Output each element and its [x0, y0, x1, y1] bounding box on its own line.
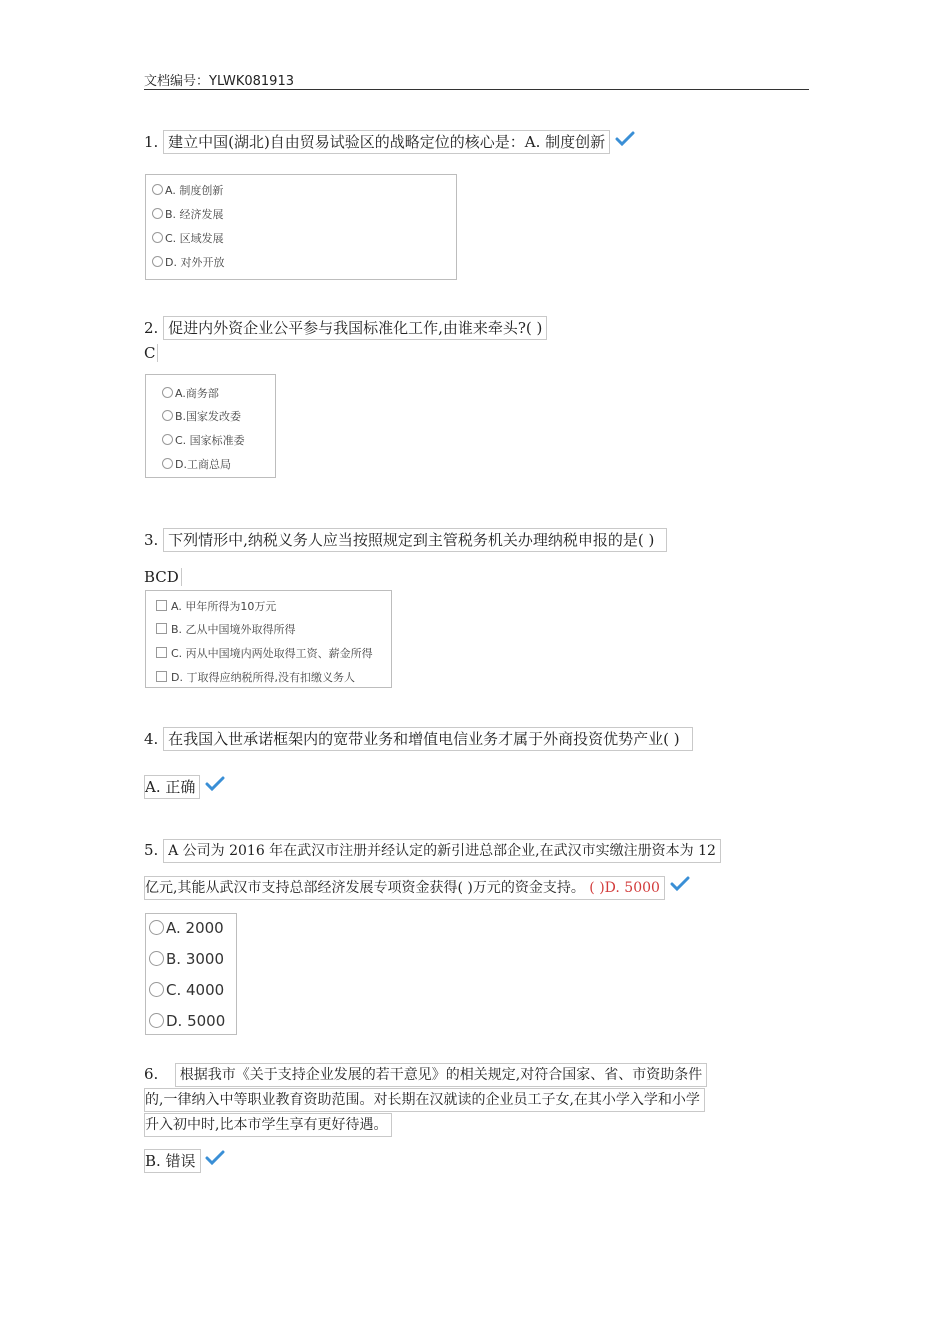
option-c[interactable]	[156, 645, 373, 661]
answer-text: BCD	[144, 568, 182, 586]
option-a[interactable]	[162, 385, 219, 401]
option-c[interactable]	[162, 432, 245, 448]
checkmark-icon	[205, 1150, 225, 1166]
radio-icon[interactable]	[149, 951, 164, 966]
checkbox-icon[interactable]	[156, 600, 167, 611]
radio-icon[interactable]	[152, 184, 163, 195]
answer	[144, 1149, 225, 1173]
options-panel	[145, 913, 237, 1035]
option-d[interactable]	[162, 456, 231, 472]
question-number: 1.	[144, 133, 159, 151]
question-6-line-2	[144, 1088, 705, 1112]
question-number: 3.	[144, 531, 159, 549]
radio-icon[interactable]	[162, 387, 173, 398]
document-header	[144, 70, 809, 90]
option-d[interactable]	[156, 669, 355, 685]
radio-icon[interactable]	[149, 982, 164, 997]
radio-icon[interactable]	[149, 1013, 164, 1028]
answer	[144, 775, 225, 799]
question-3	[144, 528, 667, 552]
question-text: 下列情形中,纳税义务人应当按照规定到主管税务机关办理纳税申报的是( )	[163, 528, 667, 552]
question-text-line-2: 的,一律纳入中等职业教育资助范围。对长期在汉就读的企业员工子女,在其小学入学和小学	[144, 1088, 705, 1112]
question-text-line-3: 升入初中时,比本市学生享有更好待遇。	[144, 1113, 392, 1137]
option-label: C. 国家标准委	[175, 434, 245, 447]
option-a[interactable]	[156, 598, 276, 614]
option-label: B. 3000	[166, 950, 225, 968]
answer	[144, 342, 158, 364]
option-label: D. 对外开放	[165, 256, 225, 269]
question-text: 促进内外资企业公平参与我国标准化工作,由谁来牵头?( )	[163, 316, 547, 340]
option-label: A. 2000	[166, 919, 224, 937]
option-label: D.工商总局	[175, 458, 231, 471]
answer	[144, 566, 182, 588]
option-label: A. 制度创新	[165, 184, 224, 197]
question-number: 4.	[144, 730, 159, 748]
question-number: 5.	[144, 841, 159, 859]
question-2	[144, 316, 547, 340]
options-panel	[145, 374, 276, 478]
option-a[interactable]	[149, 919, 224, 937]
option-label: A. 甲年所得为10万元	[171, 600, 277, 613]
option-label: D. 丁取得应纳税所得,没有扣缴义务人	[171, 671, 355, 684]
option-label: C. 4000	[166, 981, 225, 999]
question-text-line-2: 亿元,其能从武汉市支持总部经济发展专项资金获得( )万元的资金支持。	[145, 880, 585, 896]
checkbox-icon[interactable]	[156, 623, 167, 634]
radio-icon[interactable]	[152, 232, 163, 243]
radio-icon[interactable]	[162, 434, 173, 445]
option-b[interactable]	[149, 950, 224, 968]
question-text-line-1: A 公司为 2016 年在武汉市注册并经认定的新引进总部企业,在武汉市实缴注册资本为 12	[163, 839, 721, 863]
options-panel	[145, 174, 457, 280]
answer-text: ( )D. 5000	[589, 880, 660, 896]
options-panel	[145, 590, 392, 688]
option-b[interactable]	[152, 206, 224, 222]
radio-icon[interactable]	[152, 208, 163, 219]
option-label: B. 经济发展	[165, 208, 224, 221]
checkbox-icon[interactable]	[156, 647, 167, 658]
doc-number: 文档编号：YLWK081913	[144, 74, 294, 89]
option-c[interactable]	[149, 981, 224, 999]
question-6	[144, 1063, 707, 1087]
answer-text: B. 错误	[144, 1149, 201, 1173]
option-label: B. 乙从中国境外取得所得	[171, 623, 296, 636]
option-b[interactable]	[156, 621, 296, 637]
question-text-line-2-box	[144, 876, 665, 900]
question-6-line-3	[144, 1113, 392, 1137]
question-text: 在我国入世承诺框架内的宽带业务和增值电信业务才属于外商投资优势产业( )	[163, 727, 692, 751]
checkmark-icon	[615, 131, 635, 147]
option-label: B.国家发改委	[175, 410, 242, 423]
option-label: C. 区域发展	[165, 232, 224, 245]
option-a[interactable]	[152, 182, 223, 198]
option-label: D. 5000	[166, 1012, 226, 1030]
question-5-line-2	[144, 876, 690, 900]
question-number: 6.	[144, 1065, 159, 1083]
option-label: A.商务部	[175, 387, 219, 400]
answer-text: C	[144, 344, 158, 362]
radio-icon[interactable]	[162, 410, 173, 421]
option-d[interactable]	[149, 1012, 225, 1030]
radio-icon[interactable]	[149, 920, 164, 935]
option-c[interactable]	[152, 230, 224, 246]
question-text: 建立中国(湖北)自由贸易试验区的战略定位的核心是：A. 制度创新	[163, 130, 610, 154]
answer-text: A. 正确	[144, 775, 200, 799]
radio-icon[interactable]	[152, 256, 163, 267]
question-text-line-1: 根据我市《关于支持企业发展的若干意见》的相关规定,对符合国家、省、市资助条件	[175, 1063, 707, 1087]
checkbox-icon[interactable]	[156, 671, 167, 682]
question-5	[144, 839, 721, 863]
question-number: 2.	[144, 319, 159, 337]
option-d[interactable]	[152, 254, 224, 270]
radio-icon[interactable]	[162, 458, 173, 469]
option-label: C. 丙从中国境内两处取得工资、薪金所得	[171, 647, 373, 660]
checkmark-icon	[670, 876, 690, 892]
question-1	[144, 130, 635, 154]
question-4	[144, 727, 693, 751]
option-b[interactable]	[162, 408, 241, 424]
checkmark-icon	[205, 776, 225, 792]
